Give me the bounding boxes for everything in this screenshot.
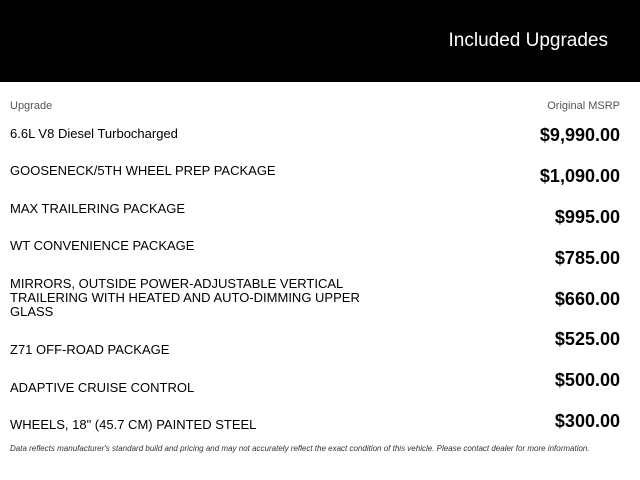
upgrade-price: $525.00 xyxy=(554,329,620,349)
upgrade-price: $1,090.00 xyxy=(539,166,620,186)
column-header-upgrade: Upgrade xyxy=(10,100,53,112)
upgrade-name: GOOSENECK/5TH WHEEL PREP PACKAGE xyxy=(10,163,276,178)
upgrade-name: WT CONVENIENCE PACKAGE xyxy=(10,238,195,253)
upgrade-price: $500.00 xyxy=(554,370,620,390)
upgrade-price: $995.00 xyxy=(554,207,620,227)
upgrade-name: ADAPTIVE CRUISE CONTROL xyxy=(10,380,195,395)
upgrade-name: Z71 OFF-ROAD PACKAGE xyxy=(10,342,170,357)
upgrade-name: 6.6L V8 Diesel Turbocharged xyxy=(10,126,178,141)
page-title: Included Upgrades xyxy=(448,30,608,51)
upgrade-price: $660.00 xyxy=(554,289,620,309)
upgrade-name: MAX TRAILERING PACKAGE xyxy=(10,201,186,216)
upgrade-name: WHEELS, 18" (45.7 CM) PAINTED STEEL xyxy=(10,417,257,432)
disclaimer-text: Data reflects manufacturer's standard build and pricing and may not accurately reflect the exact condition of this vehicle. Please contact dealer for more information. xyxy=(10,444,590,453)
upgrade-name: MIRRORS, OUTSIDE POWER-ADJUSTABLE VERTICAL TRAILERING WITH HEATED AND AUTO-DIMMING UPPER GLASS xyxy=(10,276,360,319)
upgrade-price: $9,990.00 xyxy=(539,125,620,145)
header-banner xyxy=(0,0,640,82)
upgrade-price: $300.00 xyxy=(554,411,620,431)
upgrade-price: $785.00 xyxy=(554,248,620,268)
column-header-msrp: Original MSRP xyxy=(547,100,620,112)
